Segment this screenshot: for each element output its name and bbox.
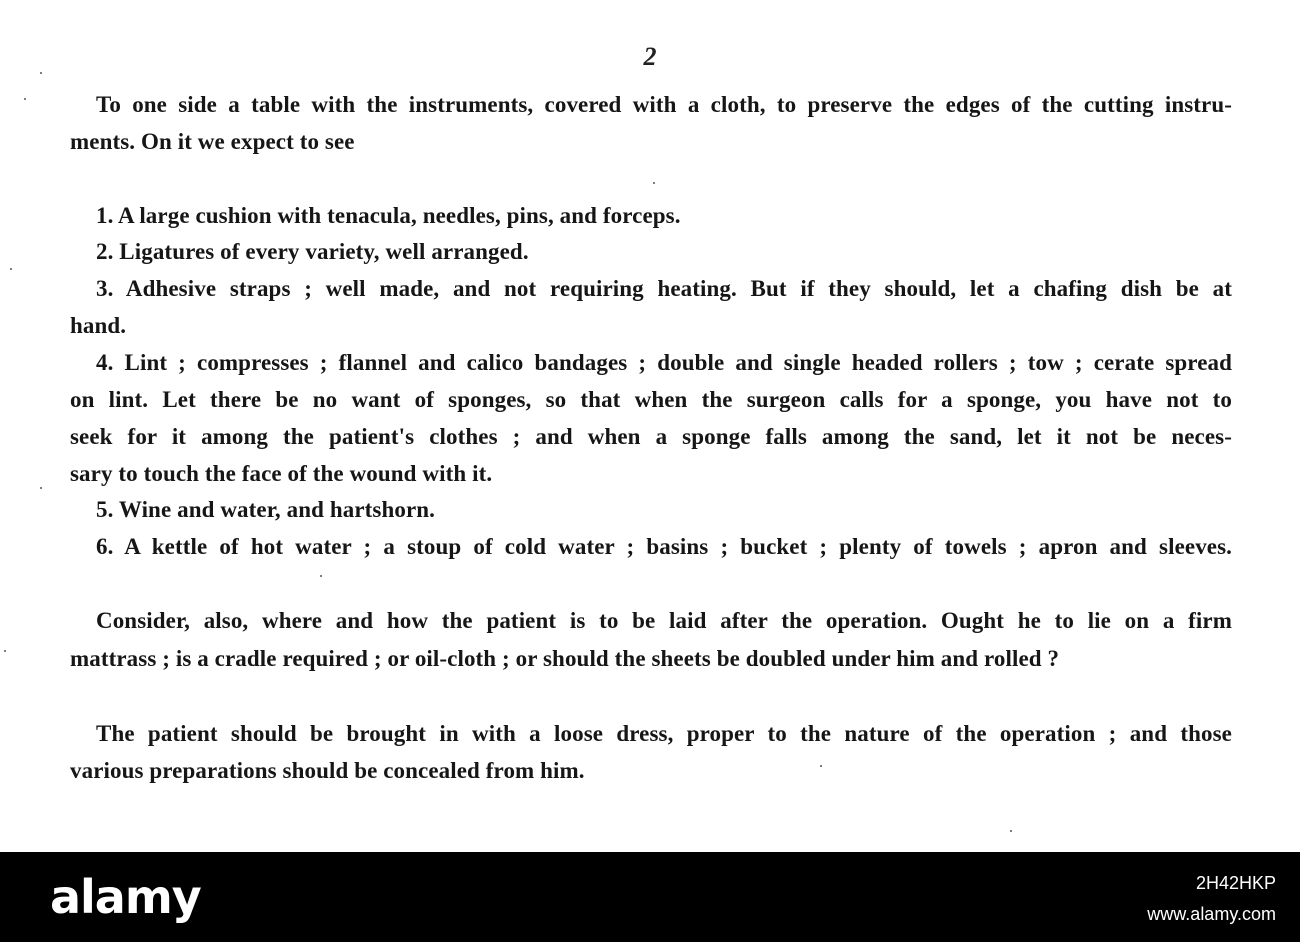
print-speck <box>1010 830 1012 832</box>
list-item-1: 1. A large cushion with tenacula, needles, pins, and forceps. <box>96 203 681 228</box>
list-item-3-line-2: hand. <box>70 313 127 338</box>
paragraph-3-line-1: The patient should be brought in with a loose dress, proper to the nature of the operation ; and those <box>96 721 1232 746</box>
image-id: 2H42HKP <box>1195 873 1276 893</box>
print-speck <box>653 182 655 184</box>
list-item-4-line-1: 4. Lint ; compresses ; flannel and calico bandages ; double and single headed rollers ; tow ; cerate spread <box>96 350 1232 375</box>
watermark-bar <box>0 852 1300 942</box>
list-item-3-line-1: 3. Adhesive straps ; well made, and not requiring heating. But if they should, let a chafing dish be at <box>96 276 1232 301</box>
paragraph-2-line-2: mattrass ; is a cradle required ; or oil-cloth ; or should the sheets be doubled under him and rolled ? <box>70 646 1060 671</box>
list-item-6: 6. A kettle of hot water ; a stoup of cold water ; basins ; bucket ; plenty of towels ; apron and sleeves. <box>96 534 1232 559</box>
watermark-url: www.alamy.com <box>1147 904 1276 924</box>
print-speck <box>10 268 12 270</box>
list-item-4-line-2: on lint. Let there be no want of sponges, so that when the surgeon calls for a sponge, you have not to <box>70 387 1232 412</box>
print-speck <box>320 575 322 577</box>
print-speck <box>40 487 42 489</box>
list-item-2: 2. Ligatures of every variety, well arranged. <box>96 239 529 264</box>
alamy-logo: alamy <box>50 870 201 924</box>
print-speck <box>24 98 26 100</box>
paragraph-1-line-2: ments. On it we expect to see <box>70 129 355 154</box>
paragraph-2-line-1: Consider, also, where and how the patient is to be laid after the operation. Ought he to lie on a firm <box>96 608 1232 633</box>
list-item-4-line-3: seek for it among the patient's clothes ; and when a sponge falls among the sand, let it not be neces- <box>70 424 1232 449</box>
paragraph-1-line-1: To one side a table with the instruments, covered with a cloth, to preserve the edges of the cutting instru- <box>96 92 1232 117</box>
paragraph-3-line-2: various preparations should be concealed from him. <box>70 758 585 783</box>
list-item-5: 5. Wine and water, and hartshorn. <box>96 497 436 522</box>
print-speck <box>820 765 822 767</box>
page-number: 2 <box>643 42 657 71</box>
print-speck <box>40 72 42 74</box>
print-speck <box>4 650 6 652</box>
list-item-4-line-4: sary to touch the face of the wound with it. <box>70 461 493 486</box>
